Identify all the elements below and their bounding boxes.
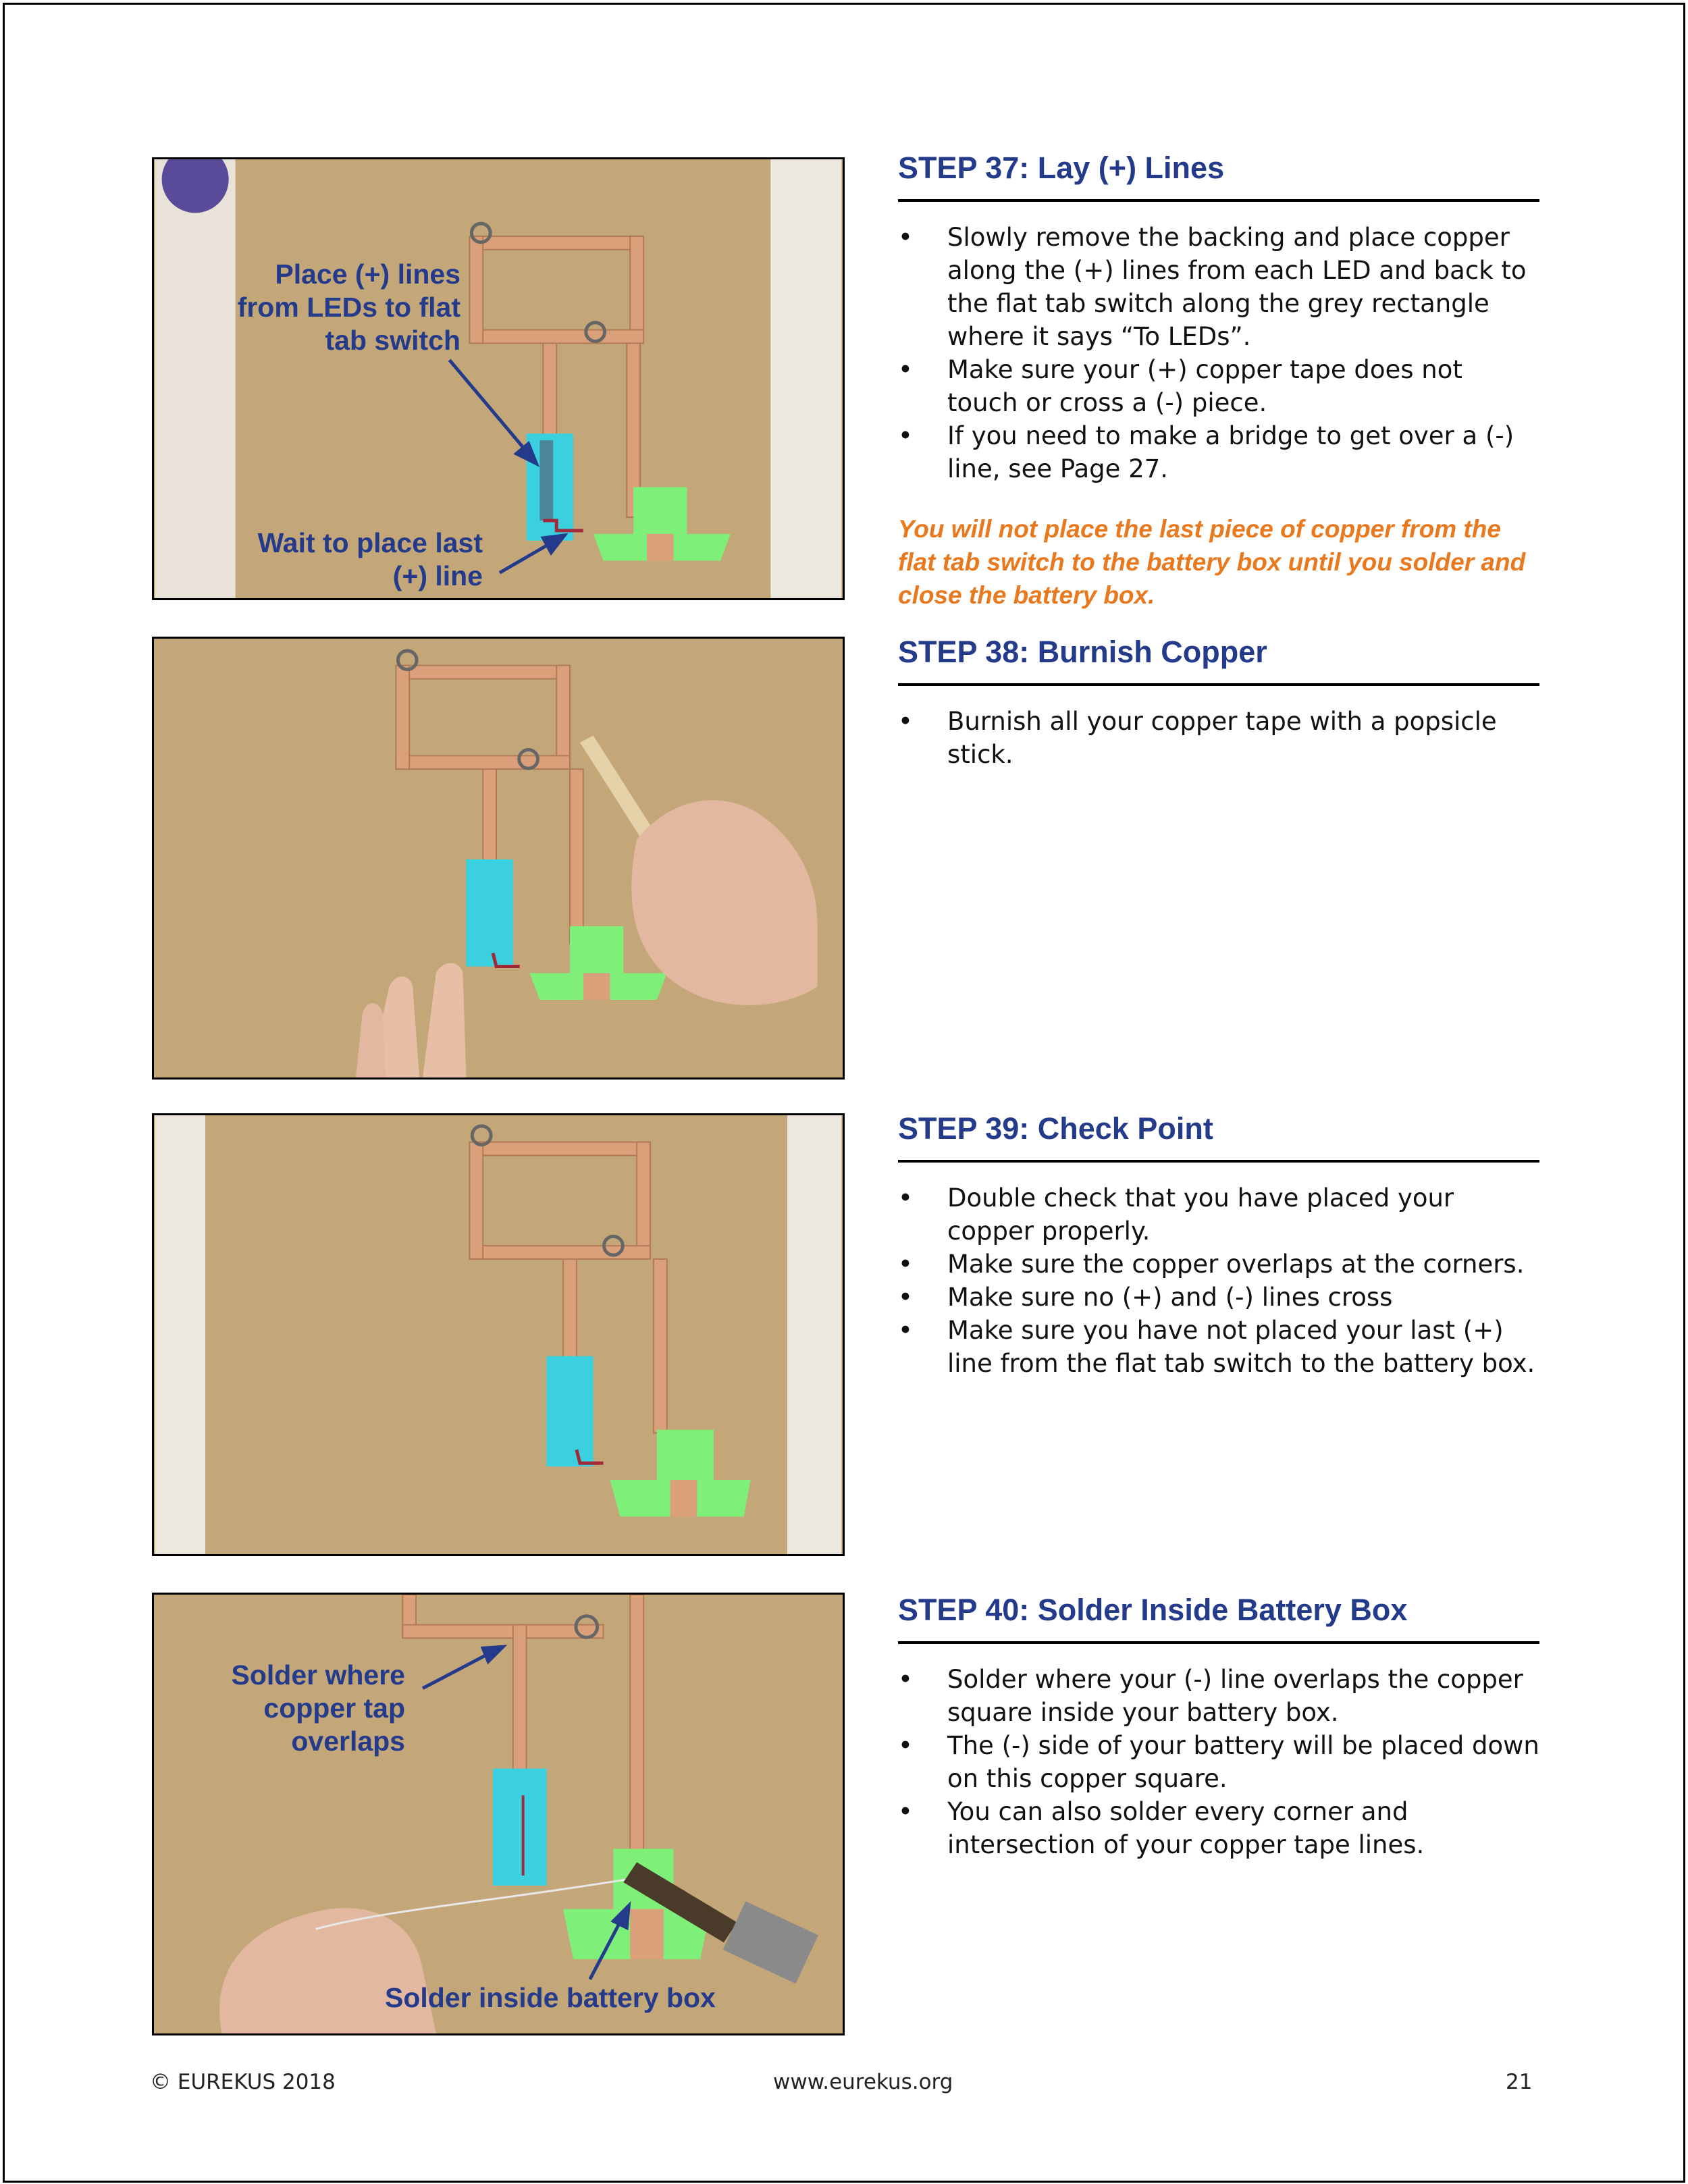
callout-place-plus-lines bbox=[155, 258, 460, 357]
callout-wait-to-place bbox=[155, 527, 483, 593]
step-37 bbox=[898, 151, 1539, 612]
callout-line: Place (+) lines bbox=[275, 259, 460, 290]
step-37-bullets bbox=[898, 221, 1539, 485]
step-39-photo bbox=[152, 1113, 845, 1556]
step-39-bullets bbox=[898, 1181, 1539, 1380]
step-38 bbox=[898, 635, 1539, 771]
callout-line: copper tap bbox=[263, 1693, 405, 1724]
bullet-item: • Make sure no (+) and (-) lines cross bbox=[898, 1281, 1539, 1314]
bullet-item: • Solder where your (-) line overlaps the copper square inside your battery box. bbox=[898, 1663, 1539, 1729]
step-39 bbox=[898, 1111, 1539, 1380]
callout-line: tab switch bbox=[325, 325, 460, 356]
step-38-title: STEP 38: Burnish Copper bbox=[898, 635, 1539, 686]
callout-line: (+) line bbox=[392, 560, 483, 591]
bullet-item: • The (-) side of your battery will be placed down on this copper square. bbox=[898, 1729, 1539, 1795]
step-38-photo bbox=[152, 637, 845, 1080]
callout-solder-inside: Solder inside battery box bbox=[385, 1982, 716, 2013]
callout-line: Wait to place last bbox=[257, 527, 483, 558]
bullet-item: • Make sure the copper overlaps at the corners. bbox=[898, 1248, 1539, 1281]
step-40-bullets bbox=[898, 1663, 1539, 1861]
callout-line: Solder where bbox=[231, 1659, 405, 1690]
step-37-title: STEP 37: Lay (+) Lines bbox=[898, 151, 1539, 202]
bullet-item: • Slowly remove the backing and place copper along the (+) lines from each LED and back to the flat tab switch along the grey rectangle where it says “To LEDs”. bbox=[898, 221, 1539, 353]
step-39-title: STEP 39: Check Point bbox=[898, 1111, 1539, 1163]
bullet-item: • Make sure your (+) copper tape does not touch or cross a (-) piece. bbox=[898, 353, 1539, 419]
callout-solder-where bbox=[155, 1659, 405, 1758]
bullet-item: • Double check that you have placed your copper properly. bbox=[898, 1181, 1539, 1248]
step-39-photo-drawing bbox=[154, 1115, 843, 1554]
callout-line: overlaps bbox=[291, 1726, 405, 1757]
callout-line: from LEDs to flat bbox=[237, 292, 460, 323]
step-40 bbox=[898, 1593, 1539, 1861]
step-40-title: STEP 40: Solder Inside Battery Box bbox=[898, 1593, 1539, 1644]
bullet-item: • You can also solder every corner and intersection of your copper tape lines. bbox=[898, 1795, 1539, 1861]
step-38-bullets bbox=[898, 705, 1539, 771]
footer-page-number: 21 bbox=[1506, 2070, 1533, 2094]
footer-website[interactable]: www.eurekus.org bbox=[773, 2070, 953, 2094]
step-38-photo-drawing bbox=[154, 639, 843, 1077]
bullet-item: • Burnish all your copper tape with a popsicle stick. bbox=[898, 705, 1539, 771]
step-37-note: You will not place the last piece of copper from the flat tab switch to the battery box until you solder and close the battery box. bbox=[898, 515, 1526, 609]
bullet-item: • If you need to make a bridge to get over a (-) line, see Page 27. bbox=[898, 419, 1539, 485]
bullet-item: • Make sure you have not placed your last (+) line from the flat tab switch to the battery box. bbox=[898, 1314, 1539, 1380]
footer-copyright: © EUREKUS 2018 bbox=[150, 2070, 336, 2094]
